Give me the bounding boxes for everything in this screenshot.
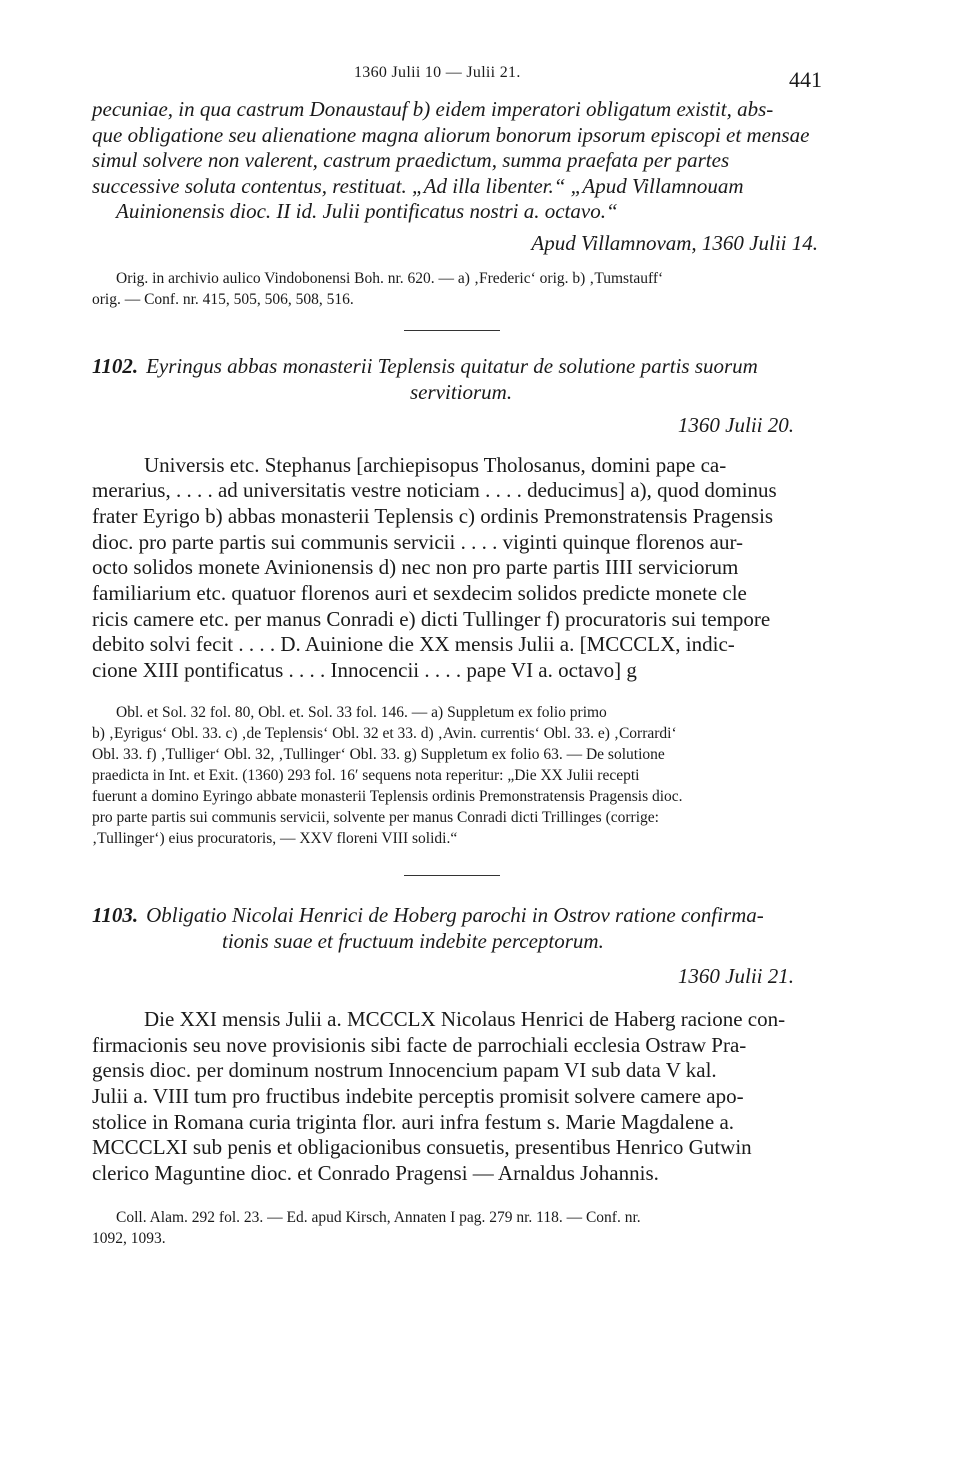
page-number: 441	[789, 67, 822, 92]
doc-1102-note-1: Obl. et Sol. 32 fol. 80, Obl. et. Sol. 33 fol. 146. — a) Suppletum ex folio primo	[116, 703, 607, 721]
doc-1102-body	[92, 453, 818, 684]
section-divider-2	[404, 875, 500, 876]
doc-1102-note-2: b) ‚Eyrigus‘ Obl. 33. c) ‚de Teplensis‘ Obl. 32 et 33. d) ‚Avin. currentis‘ Obl. 33. e) ‚Corrardi‘	[92, 724, 677, 742]
doc-1103-title-line2: tionis suae et fructuum indebite perceptorum.	[222, 928, 604, 953]
doc-1102-title-line1: Eyringus abbas monasterii Teplensis quitatur de solutione partis suorum	[146, 353, 758, 378]
doc-1103-date: 1360 Julii 21.	[677, 963, 794, 988]
doc-1102-title-line2: servitiorum.	[410, 379, 513, 404]
doc-1103-title-line1: Obligatio Nicolai Henrici de Hoberg parochi in Ostrov ratione confirma-	[146, 902, 764, 927]
prev-place-date: Apud Villamnovam, 1360 Julii 14.	[531, 230, 818, 255]
doc-1102-date: 1360 Julii 20.	[677, 412, 794, 437]
doc-1102-line-4: dioc. pro parte partis sui communis servicii . . . . viginti quinque florenos aur-	[92, 529, 744, 554]
doc-1102-note-3: Obl. 33. f) ‚Tulliger‘ Obl. 32, ‚Tullinger‘ Obl. 33. g) Suppletum ex folio 63. — De solutione	[92, 745, 665, 763]
doc-1103-title	[92, 902, 818, 928]
doc-1102-line-2: merarius, . . . . ad universitatis vestre noticiam . . . . deducimus] a), quod dominus	[92, 478, 777, 503]
prev-note-2: orig. — Conf. nr. 415, 505, 506, 508, 516.	[92, 290, 354, 308]
document-page	[92, 0, 822, 1249]
prev-line-2: que obligatione seu alienatione magna aliorum bonorum ipsorum episcopi et mensae	[92, 122, 810, 147]
doc-1102-number: 1102.	[92, 353, 139, 378]
doc-1102-line-9: cione XIII pontificatus . . . . Innocencii . . . . pape VI a. octavo] g	[92, 658, 637, 683]
doc-1102-line-5: octo solidos monete Avinionensis d) nec non pro parte partis IIII serviciorum	[92, 555, 739, 580]
prev-notes	[92, 268, 818, 310]
doc-1102	[92, 353, 818, 849]
doc-1102-note-7: ‚Tullinger‘) eius procuratoris, — XXV floreni VIII solidi.“	[92, 829, 458, 847]
doc-1102-note-5: fuerunt a domino Eyringo abbate monasterii Teplensis ordinis Premonstratensis Pragensis dioc.	[92, 787, 683, 805]
doc-1102-notes	[92, 702, 818, 849]
doc-1103	[92, 902, 818, 1249]
doc-1102-line-8: debito solvi fecit . . . . D. Auinione die XX mensis Julii a. [MCCCLX, indic-	[92, 632, 735, 657]
doc-1103-body	[92, 1007, 818, 1187]
prev-line-1: pecuniae, in qua castrum Donaustauf b) eidem imperatori obligatum existit, abs-	[92, 97, 774, 121]
running-head: 1360 Julii 10 — Julii 21.	[354, 64, 521, 81]
doc-1103-line-2: firmacionis seu nove provisionis sibi facte de parrochiali ecclesia Ostraw Pra-	[92, 1032, 747, 1057]
doc-1102-line-7: ricis camere etc. per manus Conradi e) dicti Tullinger f) procuratoris sui tempore	[92, 606, 771, 631]
doc-1103-line-7: clerico Maguntine dioc. et Conrado Pragensi — Arnaldus Johannis.	[92, 1161, 659, 1186]
doc-1103-line-5: stolice in Romana curia triginta flor. auri infra festum s. Marie Magdalene a.	[92, 1109, 735, 1134]
doc-1103-line-3: gensis dioc. per dominum nostrum Innocencium papam VI sub data V kal.	[92, 1058, 717, 1083]
prev-line-5: Auinionensis dioc. II id. Julii pontificatus nostri a. octavo.“	[116, 199, 618, 223]
doc-1103-line-1: Die XXI mensis Julii a. MCCCLX Nicolaus Henrici de Haberg racione con-	[144, 1006, 786, 1031]
prev-line-4: successive soluta contentus, restituat. „Ad illa libenter.“ „Apud Villamnouam	[92, 173, 744, 198]
doc-1103-note-1: Coll. Alam. 292 fol. 23. — Ed. apud Kirsch, Annaten I pag. 279 nr. 118. — Conf. nr.	[116, 1208, 641, 1226]
doc-1103-note-2: 1092, 1093.	[92, 1229, 166, 1247]
doc-1102-title	[92, 353, 818, 379]
page-header	[92, 0, 822, 100]
doc-1103-notes	[92, 1207, 818, 1249]
prev-line-3: simul solvere non valerent, castrum praedictum, summa praefata per partes	[92, 148, 730, 172]
doc-1103-number: 1103.	[92, 902, 139, 927]
doc-1102-line-1: Universis etc. Stephanus [archiepisopus Tholosanus, domini pape ca-	[144, 452, 727, 477]
prev-doc-text	[92, 97, 818, 225]
doc-1102-note-6: pro parte partis sui communis servicii, solvente per manus Conradi dicti Trillinges (corrige:	[92, 808, 659, 826]
doc-1103-line-4: Julii a. VIII tum pro fructibus indebite perceptis promisit solvere camere apo-	[92, 1083, 744, 1108]
doc-1102-line-6: familiarium etc. quatuor florenos auri et sexdecim solidos predicte monete cle	[92, 581, 747, 606]
prev-note-1: Orig. in archivio aulico Vindobonensi Boh. nr. 620. — a) ‚Frederic‘ orig. b) ‚Tumstauff‘	[116, 269, 664, 287]
doc-1102-line-3: frater Eyrigo b) abbas monasterii Teplensis c) ordinis Premonstratensis Pragensis	[92, 503, 774, 528]
doc-1103-line-6: MCCCLXI sub penis et obligacionibus consuetis, presentibus Henrico Gutwin	[92, 1135, 752, 1160]
section-divider	[404, 330, 500, 331]
doc-1102-note-4: praedicta in Int. et Exit. (1360) 293 fol. 16′ sequens nota reperitur: „Die XX Julii recepti	[92, 766, 640, 784]
